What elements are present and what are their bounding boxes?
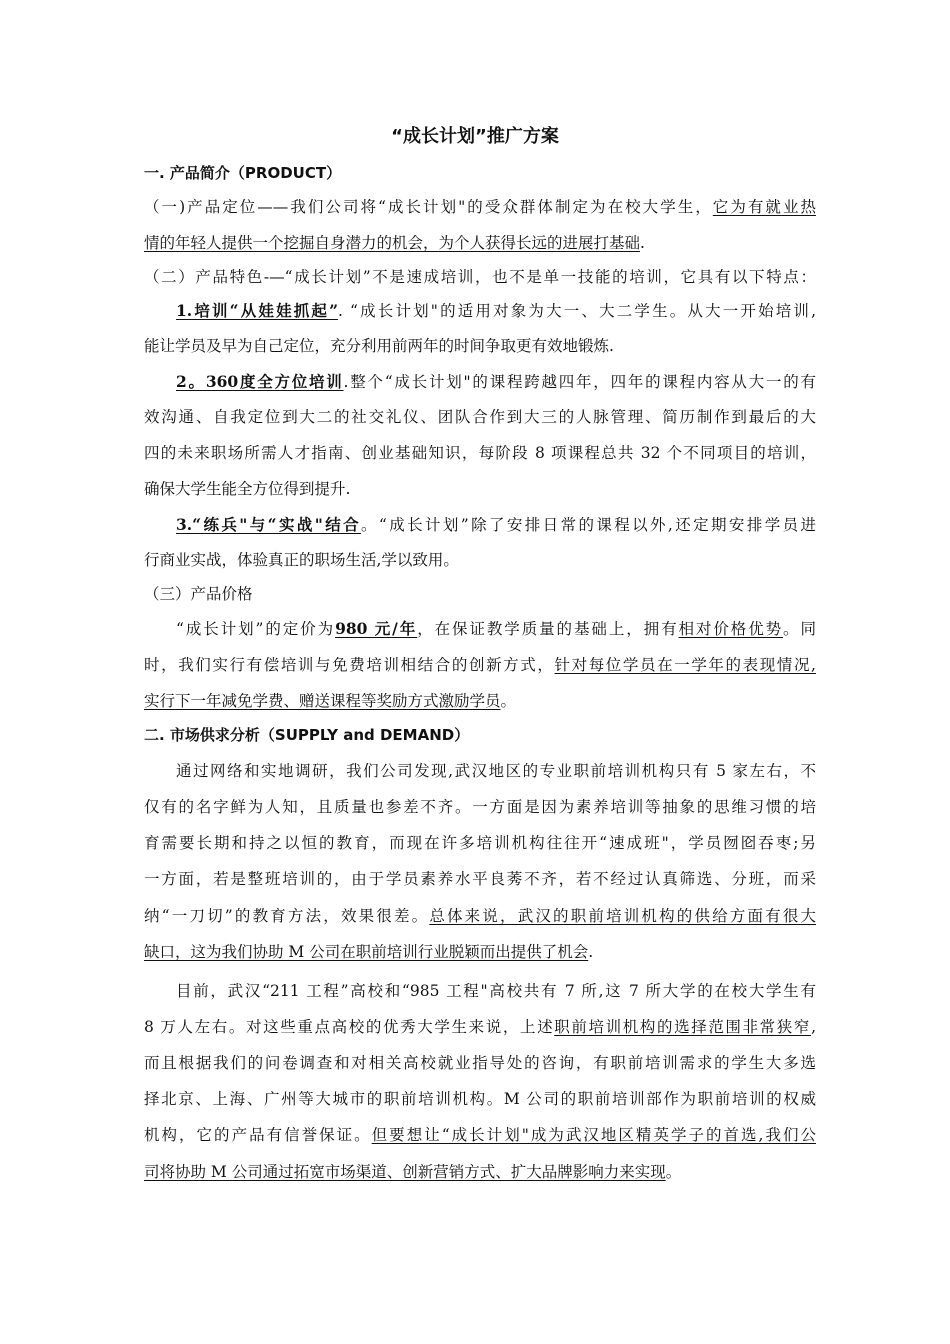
feature-2-line-4: 确保大学生能全方位得到提升. [144,480,351,498]
underlined-text: 总体来说，武汉的职前培训机构的供给方面有很大 [429,907,816,925]
feature-1-line-1 [176,300,816,322]
text: . [640,234,645,252]
underlined-text: 但要想让“成长计划"成为武汉地区精英学子的首选,我们公 [371,1126,816,1144]
text: 时，我们实行有偿培训与免费培训相结合的创新方式， [144,656,555,674]
feature-1-line-2: 能让学员及早为自己定位，充分利用前两年的时间争取更有效地锻炼. [144,337,614,355]
text: 。同 [783,620,816,638]
market-paragraph-2-line-3: 而且根据我们的问卷调查和对相关高校就业指导处的咨询，有职前培训需求的学生大多选 [144,1054,816,1072]
text: , [811,1018,816,1036]
price-heading: （三）产品价格 [144,585,253,603]
feature-2-line-3: 四的未来职场所需人才指南、创业基础知识，每阶段 8 项课程总共 32 个不同项目的培训， [144,444,816,462]
feature-2-line-1 [176,371,816,393]
underlined-text: 相对价格优势 [678,620,784,638]
market-paragraph-1-line-1: 通过网络和实地调研，我们公司发现,武汉地区的专业职前培训机构只有 5 家左右，不 [176,762,816,780]
product-positioning-line-2 [144,232,816,254]
underlined-text: 它为有就业热 [712,198,816,216]
feature-1-title: 1.培训“从娃娃抓起” [176,301,339,320]
price-line-2 [144,654,816,676]
product-features-line: （二）产品特色-—“成长计划”不是速成培训，也不是单一技能的培训，它具有以下特点： [144,268,816,286]
underlined-text: 实行下一年减免学费、赠送课程等奖励方式激励学员 [144,692,501,710]
text: .整个“成长计划"的课程跨越四年，四年的课程内容从大一的有 [343,373,816,391]
market-paragraph-2-line-1: 目前，武汉“211 工程”高校和“985 工程"高校共有 7 所,这 7 所大学的在校大学生有 [176,982,816,1000]
underlined-text: 职前培训机构的选择范围非常狭窄 [554,1018,812,1036]
underlined-text: 缺口，这为我们协助 M 公司在职前培训行业脱颖而出提供了机会 [144,943,589,961]
price-value: 980 元/年 [335,619,418,638]
underlined-text: 司将协助 M 公司通过拓宽市场渠道、创新营销方式、扩大品牌影响力来实现 [144,1163,666,1181]
text: 8 万人左右。对这些重点高校的优秀大学生来说，上述 [144,1018,555,1036]
underlined-text: 情的年轻人提供一个挖掘自身潜力的机会，为个人获得长远的进展打基础 [144,234,641,252]
price-line-1 [176,618,816,640]
text: . “成长计划"的适用对象为大一、大二学生。从大一开始培训, [338,302,816,320]
market-paragraph-1-line-3: 育需要长期和持之以恒的教育，而现在许多培训机构往往开“速成班"，学员囫囵吞枣;另 [144,834,816,852]
document-title: “成长计划”推广方案 [391,126,559,147]
feature-3-line-1 [176,514,816,536]
market-paragraph-2-line-2 [144,1016,816,1038]
text: 纳“一刀切”的教育方法，效果很差。 [144,907,430,925]
market-paragraph-2-line-6 [144,1161,816,1183]
text: （一)产品定位——我们公司将“成长计划"的受众群体制定为在校大学生， [144,198,713,216]
section-2-heading: 二. 市场供求分析（SUPPLY and DEMAND） [144,726,470,744]
text: “成长计划”的定价为 [176,620,336,638]
text: 。 [665,1163,682,1181]
underlined-text: 针对每位学员在一学年的表现情况, [554,656,816,674]
section-1-heading: 一. 产品简介（PRODUCT） [144,164,342,182]
market-paragraph-1-line-5 [144,905,816,927]
market-paragraph-1-line-2: 仅有的名字鲜为人知，且质量也参差不齐。一方面是因为素养培训等抽象的思维习惯的培 [144,798,816,816]
text: ，在保证教学质量的基础上，拥有 [417,620,679,638]
feature-2-line-2: 效沟通、自我定位到大二的社交礼仪、团队合作到大三的人脉管理、简历制作到最后的大 [144,408,816,426]
market-paragraph-1-line-6 [144,941,816,963]
market-paragraph-1-line-4: 一方面，若是整班培训的，由于学员素养水平良莠不齐，若不经过认真筛选、分班，而采 [144,870,816,888]
text: 。“成长计划”除了安排日常的课程以外,还定期安排学员进 [361,516,816,534]
text: 。 [500,692,517,710]
market-paragraph-2-line-4: 择北京、上海、广州等大城市的职前培训机构。M 公司的职前培训部作为职前培训的权威 [144,1090,816,1108]
market-paragraph-2-line-5 [144,1124,816,1146]
feature-2-title: 2。360度全方位培训 [176,372,344,391]
text: 机构，它的产品有信誉保证。 [144,1126,372,1144]
price-line-3 [144,690,816,712]
product-positioning-line-1 [144,196,816,218]
feature-3-title: 3.“练兵"与“实战"结合 [176,515,361,534]
text: . [588,943,594,961]
feature-3-line-2: 行商业实战，体验真正的职场生活,学以致用。 [144,551,459,569]
